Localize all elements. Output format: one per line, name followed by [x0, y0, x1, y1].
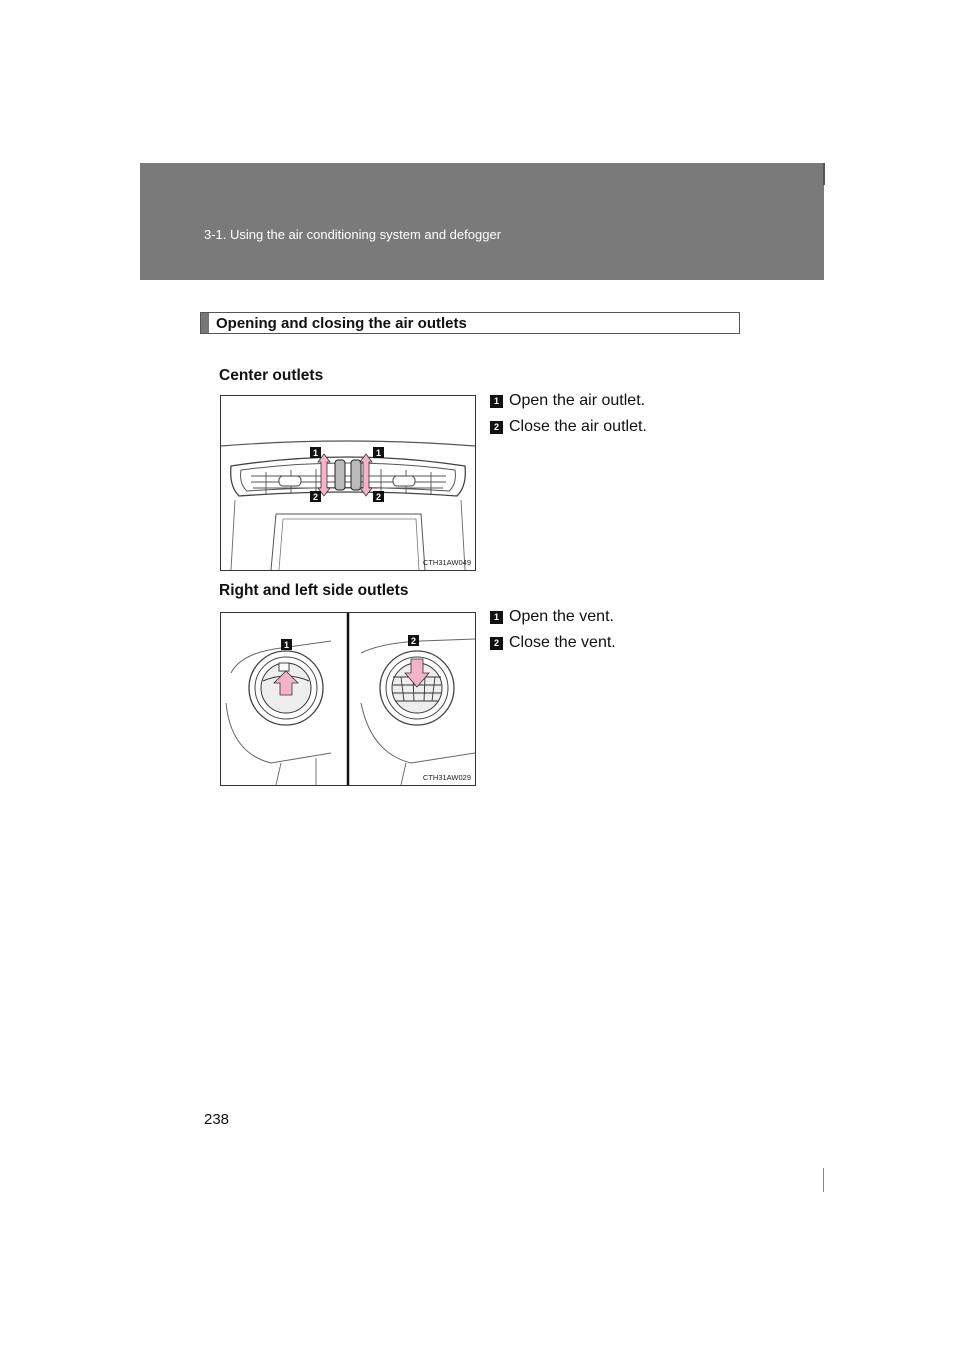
center-callout-2a: 2 — [312, 492, 319, 502]
side-outlet-illustration — [221, 613, 475, 785]
step-number-badge: 1 — [490, 611, 503, 624]
step-label: Open the vent. — [509, 608, 614, 625]
chapter-title: 3-1. Using the air conditioning system and defogger — [204, 227, 502, 242]
center-figure-code: CTH31AW049 — [422, 558, 471, 567]
center-step-2 — [490, 418, 647, 436]
corner-mark-top — [823, 163, 825, 185]
step-label: Close the air outlet. — [509, 418, 647, 435]
section-title: Opening and closing the air outlets — [216, 315, 467, 332]
page-number: 238 — [204, 1111, 230, 1128]
center-outlet-figure — [220, 395, 476, 571]
side-callout-2: 2 — [410, 636, 417, 646]
side-callout-1: 1 — [283, 640, 290, 650]
section-heading — [200, 312, 740, 334]
step-number-badge: 2 — [490, 421, 503, 434]
side-outlet-figure — [220, 612, 476, 786]
center-step-1 — [490, 392, 645, 410]
chapter-header-band — [140, 163, 824, 280]
center-outlet-illustration — [221, 396, 475, 570]
step-label: Close the vent. — [509, 634, 616, 651]
side-step-1 — [490, 608, 614, 626]
center-outlets-title: Center outlets — [219, 367, 324, 384]
center-callout-1b: 1 — [375, 448, 382, 458]
step-label: Open the air outlet. — [509, 392, 646, 409]
center-callout-2b: 2 — [375, 492, 382, 502]
section-heading-bar — [201, 313, 209, 333]
step-number-badge: 1 — [490, 395, 503, 408]
side-step-2 — [490, 634, 616, 652]
side-figure-code: CTH31AW029 — [422, 773, 471, 782]
center-callout-1a: 1 — [312, 448, 319, 458]
side-outlets-title: Right and left side outlets — [219, 582, 409, 599]
step-number-badge: 2 — [490, 637, 503, 650]
corner-mark-bottom — [823, 1168, 824, 1192]
